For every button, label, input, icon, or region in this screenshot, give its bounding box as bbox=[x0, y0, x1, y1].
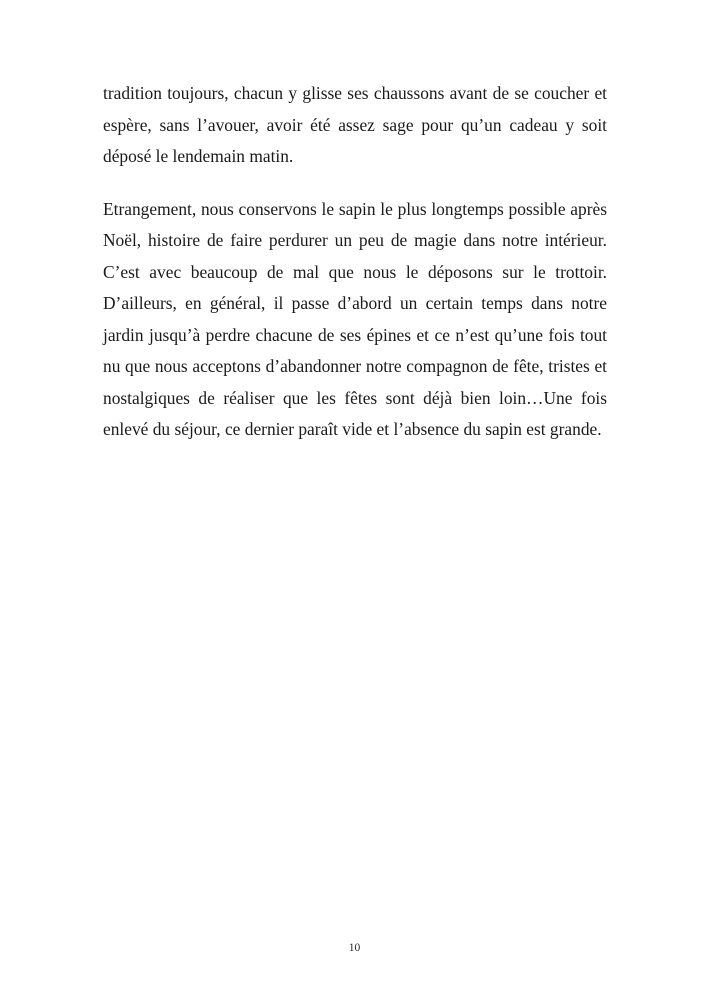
paragraph: Etrangement, nous conservons le sapin le plus longtemps possible après Noël, histoire de faire perdurer un peu de magie dans notre intérieur. C’est avec beaucoup de mal que nous le déposons sur le trottoir. D’ailleurs, en général, il passe d’abord un certain temps dans notre jardin jusqu’à perdre chacune de ses épines et ce n’est qu’une fois tout nu que nous acceptons d’abandonner notre compagnon de fête, tristes et nostalgiques de réaliser que les fêtes sont déjà bien loin…Une fois enlevé du séjour, ce dernier paraît vide et l’absence du sapin est grande. bbox=[103, 198, 607, 439]
page-body-text bbox=[103, 78, 607, 446]
paragraph: tradition toujours, chacun y glisse ses chaussons avant de se coucher et espère, sans l’avouer, avoir été assez sage pour qu’un cadeau y soit déposé le lendemain matin. bbox=[103, 83, 607, 166]
page-number: 10 bbox=[348, 942, 361, 954]
